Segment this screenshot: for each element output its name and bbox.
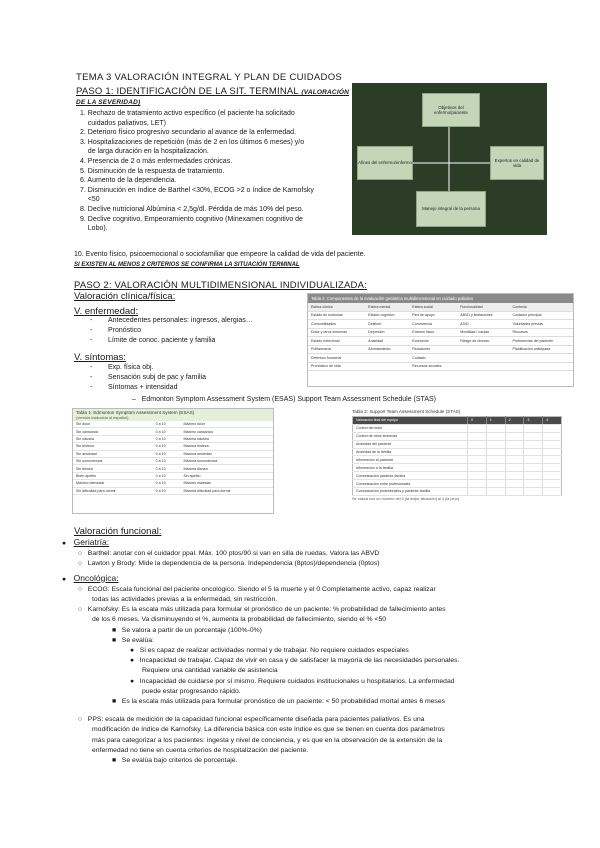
table-row	[73, 450, 273, 457]
table-cell: Polifarmacia	[308, 345, 365, 354]
list-item: - Límite de conoc. paciente y familia	[90, 337, 216, 344]
table-cell: Estado de síntomas	[308, 311, 365, 320]
paso1-heading-text: PASO 1: IDENTIFICACIÓN DE LA SIT. TERMINAL	[76, 86, 299, 97]
paso1-criteria-list	[80, 109, 314, 234]
list-item-text: Síntomas + intensidad	[108, 384, 178, 391]
onco-heading: Oncológica:	[73, 572, 119, 583]
funcional-heading: Valoración funcional:	[74, 526, 162, 537]
table-cell: Comunicación entre profesionales	[353, 480, 468, 488]
list-item	[62, 559, 459, 569]
table-row	[73, 435, 273, 442]
list-item	[62, 677, 459, 687]
table-cell: 0 a 10	[153, 472, 181, 479]
table-cell	[457, 354, 509, 363]
table-cell: Economía	[409, 337, 457, 346]
table-row	[73, 465, 273, 472]
list-item	[62, 636, 459, 646]
list-item-text: Sensación subj de pac y familia	[108, 374, 207, 381]
karnofsky-level-text: Si es capaz de realizar actividades normal y de trabajar. No requiere cuidados especiales	[139, 647, 409, 655]
table-cell: Sin dificultad para dormir	[73, 487, 153, 494]
table-cell: 0 a 10	[153, 457, 181, 464]
geriatria-heading: Geriatría:	[73, 537, 110, 547]
karnofsky-level-text: Incapacidad de cuidarse por sí mismo. Requiere cuidados institucionales u hospitalarios. La enfermedad	[139, 677, 455, 685]
sintomas-heading: V. síntomas:	[74, 352, 126, 363]
table-cell: Máximo bienestar	[73, 480, 153, 487]
table-header-row	[353, 417, 562, 425]
table-row	[73, 487, 273, 494]
bullet: ○	[78, 560, 88, 568]
bullet: ○	[78, 716, 88, 724]
list-item: 9. Declive cognitivo. Empeoramiento cognitivo (Minexamen cognitivo de	[80, 215, 303, 223]
table-row	[308, 337, 573, 346]
page-title: TEMA 3 VALORACIÓN INTEGRAL Y PLAN DE CUIDADOS	[76, 72, 343, 83]
table-row	[73, 457, 273, 464]
table-stas	[352, 408, 562, 514]
list-item: 3. Hospitalizaciones de repetición (más de 2 en los últimos 6 meses) y/o	[80, 138, 305, 146]
list-item: - Síntomas + intensidad	[90, 384, 178, 391]
list-item: 8. Declive nutricional Albúmina < 2,5g/dl. Pérdida de más 10% del peso.	[80, 205, 304, 213]
bullet: ●	[130, 647, 140, 655]
list-item	[62, 585, 459, 595]
table-row	[308, 345, 573, 354]
list-item: 4. Presencia de 2 o más enfermedades crónicas.	[80, 157, 233, 165]
list-item: modificación de índice de Karnofsky. La diferencia básica con este índice es que se tienen en cuenta dos parámetros	[92, 726, 445, 734]
bullet: ○	[78, 606, 88, 614]
table-cell: Sin tristeza	[73, 443, 153, 450]
table-cell: Entorno físico	[409, 328, 457, 337]
table-cell: Máxima ansiedad	[180, 450, 273, 457]
table-row	[73, 472, 273, 479]
table-header-cell: 3	[524, 417, 543, 425]
table-cell	[365, 354, 409, 363]
table-cell: Sin náusea	[73, 435, 153, 442]
table-row	[73, 428, 273, 435]
lawton-text: Lawton y Brody: Mide la dependencia de la persona. Independencia (8ptos)/dependencia (0ptos)	[87, 560, 380, 568]
table-cell: Comunicación paciente-familia	[353, 472, 468, 480]
table-geriatric-components	[307, 293, 574, 387]
table-caption: Tabla 2: Support Team Assessment Schedule (STAS)	[352, 409, 461, 414]
bullet: ■	[112, 626, 122, 634]
table-caption-sub: (versión traducida al español)	[76, 415, 129, 420]
list-item: 7. Disminución en índice de Barthel <30%, ECOG >2 o índice de Karnofsky	[80, 186, 314, 194]
table-cell: Máxima tristeza	[180, 443, 273, 450]
paso1-note: SI EXISTEN AL MENOS 2 CRITERIOS SE CONFIRMA LA SITUACIÓN TERMINAL	[74, 262, 300, 268]
list-item	[62, 549, 459, 559]
paso2-heading: PASO 2: VALORACIÓN MULTIDIMENSIONAL INDIVIDUALIZADA:	[74, 280, 367, 291]
karnofsky-sub3: Es la escala más utilizada para formular pronóstico de un paciente: < 50 probabilidad mortal antes 6 meses	[121, 698, 446, 706]
table-cell: Sin disnea	[73, 465, 153, 472]
table-cell: Comorbilidades	[308, 320, 365, 329]
table-row	[73, 421, 273, 428]
table-cell: Máximo malestar	[180, 480, 273, 487]
list-item: de los 6 meses. Va disminuyendo el %, aumenta la probabilidad de fallecimiento, siendo el % <50	[92, 616, 387, 624]
enfermedad-heading: V. enfermedad:	[74, 306, 139, 317]
table-cell: Sin somnolencia	[73, 457, 153, 464]
table-esas	[72, 408, 274, 514]
table-cell: Buen apetito	[73, 472, 153, 479]
bullet: ■	[112, 636, 122, 644]
table-header-cell: Esfera social	[409, 303, 457, 311]
table-cell: Red de apoyo	[409, 311, 457, 320]
table-footnote: Se valora con un número del 0 (la mejor situación) al 4 (la peor).	[352, 496, 461, 501]
table-row	[353, 424, 562, 432]
table	[352, 416, 562, 496]
table-cell: Recursos	[510, 328, 573, 337]
list-item	[62, 697, 459, 707]
table-cell: Depresión	[365, 328, 409, 337]
table-cell: Máximo cansancio	[180, 428, 273, 435]
table-cell: 0 a 10	[153, 443, 181, 450]
diagram-box-integral: Manejo integral de la persona	[416, 191, 486, 227]
list-item	[62, 756, 459, 766]
table-header-cell: Valoración final del equipo	[353, 417, 468, 425]
table-cell	[510, 354, 573, 363]
paso1-heading	[76, 87, 352, 107]
table-cell: Sin dolor	[73, 421, 153, 428]
pps-sub: Se evalúa bajo criterios de porcentaje.	[121, 757, 238, 765]
table-row	[353, 480, 562, 488]
table-row	[353, 488, 562, 496]
list-item: todas las actividades previas a la enfermedad, sin restricción.	[92, 596, 278, 604]
table-cell: Recursos sociales	[409, 362, 457, 371]
table-caption-block	[73, 409, 273, 421]
table-cell: Estado nutricional	[308, 337, 365, 346]
table	[73, 421, 273, 495]
table-header-cell: 4	[543, 417, 562, 425]
list-item-text: Antecedentes personales: ingresos, alergias…	[108, 317, 253, 324]
table-row	[308, 354, 573, 363]
table-cell: 0 a 10	[153, 421, 181, 428]
karnofsky-level-text: Incapacidad de trabajar. Capaz de vivir en casa y de satisfacer la mayoría de las necesidades personales.	[139, 657, 460, 665]
table-cell: Convivencia	[409, 320, 457, 329]
list-item: 2. Deterioro físico progresivo secundario al avance de la enfermedad.	[80, 129, 296, 137]
list-item: <50	[80, 196, 100, 204]
table-cell: Relaciones	[409, 345, 457, 354]
pps-text: PPS: escala de medición de la capacidad funcional específicamente diseñada para pacientes paliativos. Es una	[87, 716, 425, 724]
table-cell: Control de otros síntomas	[353, 432, 468, 440]
ecog-text: ECOG: Escala funcional del paciente oncológico. Siendo el 5 la muerte y el 0 Completamente activo, capaz realizar	[87, 585, 436, 593]
list-item: Requiere una cantidad variable de asistencia	[142, 667, 278, 675]
sintomas-scales	[132, 395, 436, 405]
table-row	[308, 320, 573, 329]
table-cell: Sin ansiedad	[73, 450, 153, 457]
sintomas-list	[90, 363, 206, 393]
list-item: Lobo).	[80, 225, 108, 233]
table-header-cell: Esfera clínica	[308, 303, 365, 311]
list-item	[62, 537, 459, 549]
bullet: ■	[112, 698, 122, 706]
table-cell: Máxima náusea	[180, 435, 273, 442]
table-cell: 0 a 10	[153, 465, 181, 472]
list-item: - Sensación subj de pac y familia	[90, 374, 207, 381]
table-header-row	[308, 303, 573, 311]
table-header-cell: Esfera mental	[365, 303, 409, 311]
paso1-item-10: 10. Evento físico, psicoemocional o sociofamiliar que empeore la calidad de vida del paciente.	[74, 251, 366, 258]
table-header-cell: 1	[486, 417, 505, 425]
list-item: 1. Rechazo de tratamiento activo específico (el paciente ha solicitado	[80, 110, 295, 117]
table-row	[353, 464, 562, 472]
table-cell: Cuidador principal	[510, 311, 573, 320]
list-item	[62, 573, 459, 585]
table-row	[353, 456, 562, 464]
table-cell: Delirium	[365, 320, 409, 329]
list-item	[62, 605, 459, 615]
list-item-text: Exp. física obj.	[108, 364, 154, 371]
table-row	[308, 311, 573, 320]
table-cell: Cuidado	[409, 354, 457, 363]
table-row	[353, 440, 562, 448]
diagram-box-experts: Expertos en calidad de vida	[490, 146, 544, 180]
list-item: más para categorizar a los pacientes: ingesta y nivel de conciencia, y es que en la observación de la extensión de la	[92, 736, 443, 744]
table-cell: Información al paciente	[353, 456, 468, 464]
bullet: ○	[78, 550, 88, 558]
table-header-cell: 2	[505, 417, 524, 425]
paso1-heading-note: (VALORACIÓN DE LA SEVERIDAD)	[76, 89, 349, 106]
list-item: puede estar progresando rápido.	[142, 687, 241, 695]
bullet: ■	[112, 757, 122, 765]
table-cell	[457, 345, 509, 354]
table-row	[353, 448, 562, 456]
table-header-cell: Contexto	[510, 303, 573, 311]
table-row	[308, 362, 573, 371]
bullet: ●	[62, 575, 74, 583]
karnofsky-sub2: Se evalúa:	[121, 636, 154, 644]
table-header-cell: Funcionalidad	[457, 303, 509, 311]
enfermedad-list	[90, 316, 253, 346]
list-item: - Pronóstico	[90, 327, 142, 334]
list-item: 5. Disminución de la respuesta de tratamiento.	[80, 167, 225, 175]
table-cell: Estado cognitivo	[365, 311, 409, 320]
list-item: enfermedad no tiene en cuenta criterios de hospitalización del paciente.	[92, 746, 309, 754]
table-cell: Información a la familia	[353, 464, 468, 472]
table-cell: Máxima dificultad para dormir	[180, 487, 273, 494]
table-cell	[510, 362, 573, 371]
bullet: ●	[130, 657, 140, 665]
table-cell	[457, 362, 509, 371]
table-cell: Movilidad / caídas	[457, 328, 509, 337]
table-cell: Dolor y otros síntomas	[308, 328, 365, 337]
bullet: ○	[78, 585, 88, 593]
table-cell: Riesgo de úlceras	[457, 337, 509, 346]
bullet: –	[132, 396, 142, 403]
list-item	[62, 646, 459, 656]
table-row	[308, 328, 573, 337]
table-caption: Tabla 3. Componentes de la evaluación geriátrica multidimensional en cuidado paliativo	[308, 294, 573, 303]
list-item	[62, 656, 459, 666]
table-row	[353, 432, 562, 440]
table-cell: 0 a 10	[153, 435, 181, 442]
table-cell: Preferencias del paciente	[510, 337, 573, 346]
list-item: cuidados paliativos, LET)	[80, 119, 166, 127]
list-item: 6. Aumento de la dependencia.	[80, 177, 177, 185]
table-row	[73, 443, 273, 450]
list-item: - Antecedentes personales: ingresos, alergias…	[90, 317, 253, 324]
diagram-box-objectives: Objetivos del enfermo/paciente	[422, 93, 480, 127]
barthel-text: Barthel: anotar con el cuidador ppal. Máx. 100 ptos/90 si van en silla de ruedas. Valora las ABVD	[87, 550, 380, 558]
sintomas-scales-text: Edmonton Symptom Assessment System (ESAS) Support Team Assessment Schedule (STAS)	[141, 396, 436, 403]
bullet: ●	[130, 677, 140, 685]
table-cell: Máxima somnolencia	[180, 457, 273, 464]
list-item	[62, 715, 459, 725]
care-plan-diagram	[352, 83, 547, 235]
table-cell: AIVD	[457, 320, 509, 329]
table-cell	[365, 362, 409, 371]
bullet: ●	[62, 540, 74, 547]
list-item: de larga duración en la hospitalización.	[80, 148, 209, 156]
table-cell: 0 a 10	[153, 487, 181, 494]
table-cell: Sin apetito	[180, 472, 273, 479]
list-item: - Exp. física obj.	[90, 364, 154, 371]
table-cell: 0 a 10	[153, 450, 181, 457]
karnofsky-text: Karnofsky: Es la escala más utilizada para formular el pronóstico de un paciente: % probabilidad de fallecimiento antes	[87, 606, 446, 614]
table-cell: Ansiedad de la familia	[353, 448, 468, 456]
table-row	[73, 480, 273, 487]
table-cell: Pronóstico de vida	[308, 362, 365, 371]
table	[308, 303, 573, 371]
geriatria-section	[62, 537, 459, 766]
list-item	[62, 626, 459, 636]
table-cell: Voluntades previas	[510, 320, 573, 329]
clinica-heading: Valoración clínica/física:	[74, 291, 176, 302]
table-caption: Tabla 1: Edmonton Symptom Assessment System (ESAS)	[76, 410, 195, 415]
table-cell: Control del dolor	[353, 424, 468, 432]
table-row	[353, 472, 562, 480]
table-cell: 0 a 10	[153, 480, 181, 487]
table-header-cell: 0	[467, 417, 486, 425]
table-cell: Ansiedad	[365, 337, 409, 346]
table-cell: Sin cansancio	[73, 428, 153, 435]
diagram-box-family: Afines del enfermo/enfermo	[357, 146, 413, 180]
table-cell: Comunicación profesionales y paciente-familia	[353, 488, 468, 496]
table-cell: Afrontamiento	[365, 345, 409, 354]
table-cell: Ansiedad del paciente	[353, 440, 468, 448]
table-cell: Deterioro funcional	[308, 354, 365, 363]
table-cell: ABVD y limitaciones	[457, 311, 509, 320]
table-cell: Máxima disnea	[180, 465, 273, 472]
karnofsky-sub1: Se valora a partir de un porcentaje (100%-0%)	[121, 626, 262, 634]
list-item-text: Límite de conoc. paciente y familia	[108, 337, 216, 344]
list-item-text: Pronóstico	[108, 327, 142, 334]
table-cell: 0 a 10	[153, 428, 181, 435]
table-cell: Máximo dolor	[180, 421, 273, 428]
table-cell: Planificación anticipada	[510, 345, 573, 354]
